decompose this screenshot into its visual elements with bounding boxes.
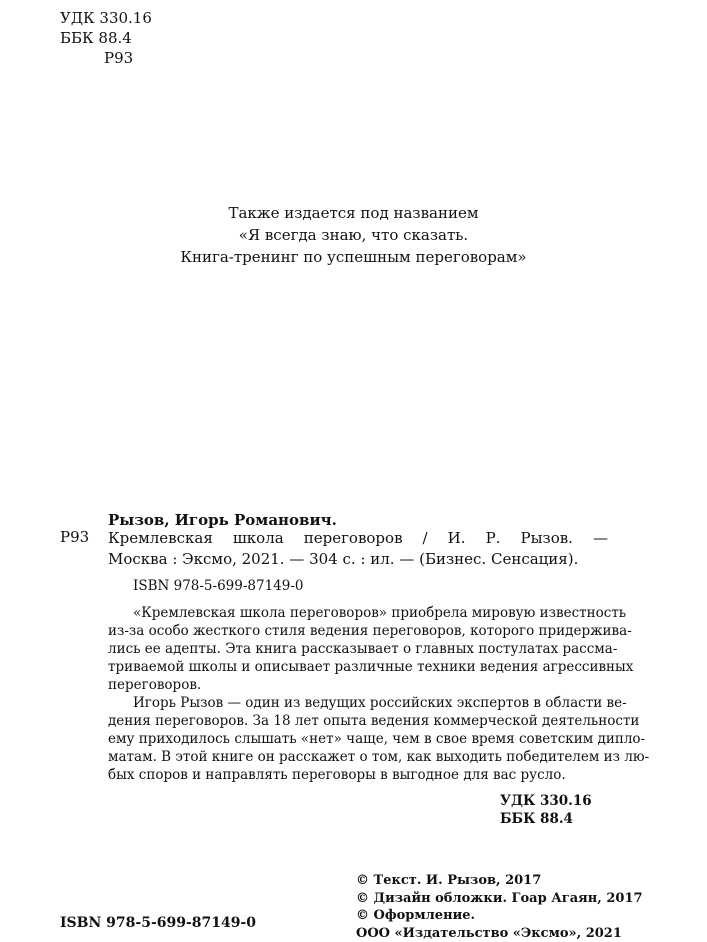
annotation-line: переговоров. [108,676,608,694]
annotation-line: матам. В этой книге он расскажет о том, как выходить победителем из лю- [108,748,608,766]
annotation-line: «Кремлевская школа переговоров» приобрела мировую известность [108,604,608,622]
udk-code: УДК 330.16 [60,8,152,28]
bibliographic-description [108,528,608,570]
author-heading: Рызов, Игорь Романович. [108,511,337,529]
author-side-code: Р93 [60,528,89,546]
footer-isbn: ISBN 978-5-699-87149-0 [60,915,256,931]
copyright-line: ООО «Издательство «Эксмо», 2021 [356,925,616,942]
annotation-line: триваемой школы и описывает различные техники ведения агрессивных [108,658,608,676]
udk-code-bottom: УДК 330.16 [500,792,608,810]
copyright-line: © Оформление. [356,907,616,925]
bbk-code: ББК 88.4 [60,28,152,48]
biblio-line-2: Москва : Эксмо, 2021. — 304 с. : ил. — (Бизнес. Сенсация). [108,549,608,570]
annotation-line: Игорь Рызов — один из ведущих российских экспертов в области ве- [108,694,608,712]
alt-title-line-1: Также издается под названием [0,202,707,224]
author-code: Р93 [60,48,152,68]
annotation [108,604,608,784]
isbn-line: ISBN 978-5-699-87149-0 [133,578,304,594]
alt-title-line-3: Книга-тренинг по успешным переговорам» [0,246,707,268]
copyright-line: © Текст. И. Рызов, 2017 [356,872,616,890]
alternative-title-block [0,202,707,268]
annotation-line: дения переговоров. За 18 лет опыта ведения коммерческой деятельности [108,712,608,730]
copyright-block [356,872,616,942]
copyright-line: © Дизайн обложки. Гоар Агаян, 2017 [356,890,616,908]
bbk-code-bottom: ББК 88.4 [500,810,608,828]
annotation-line: ему приходилось слышать «нет» чаще, чем в свое время советским дипло- [108,730,608,748]
header-classification-codes [60,8,152,68]
alt-title-line-2: «Я всегда знаю, что сказать. [0,224,707,246]
biblio-line-1: Кремлевская школа переговоров / И. Р. Рызов. — [108,528,608,549]
annotation-line: лись ее адепты. Эта книга рассказывает о главных постулатах рассма- [108,640,608,658]
annotation-line: бых споров и направлять переговоры в выгодное для вас русло. [108,766,608,784]
classification-codes [500,792,608,828]
annotation-line: из-за особо жесткого стиля ведения переговоров, которого придерживa- [108,622,608,640]
